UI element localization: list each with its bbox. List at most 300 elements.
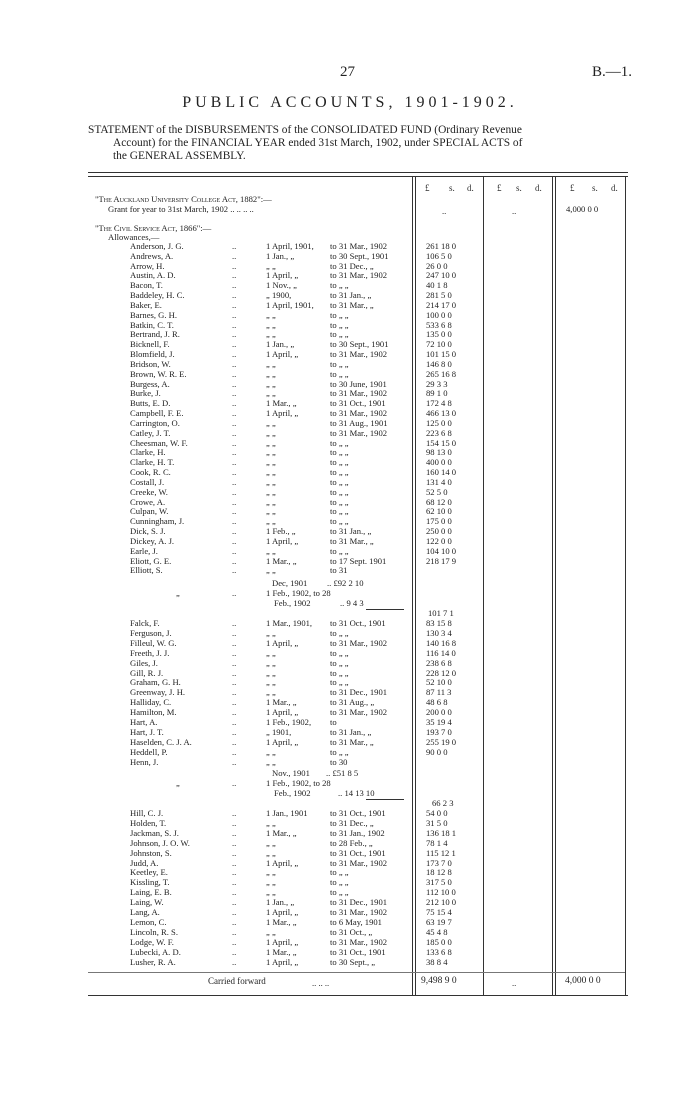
row-from-date: „ „ [266, 565, 276, 576]
detail-line: Feb., 1902 [274, 788, 311, 798]
row-dots: .. [232, 637, 237, 648]
row-to-date: to „ „ [330, 437, 349, 448]
row-name: Bicknell, F. [130, 339, 170, 350]
row-from-date: „ „ [266, 545, 276, 556]
row-from-date: „ „ [266, 887, 276, 898]
row-amount: 214 17 0 [426, 299, 457, 310]
row-amount: 104 10 0 [426, 545, 457, 556]
row-dots: .. [232, 837, 237, 848]
row-dots: .. [232, 857, 237, 868]
row-name: Graham, G. H. [130, 677, 181, 688]
row-to-date: to 28 Feb., „ [330, 837, 373, 848]
dots: .. [512, 206, 517, 216]
row-amount: 52 5 0 [426, 486, 448, 497]
row-amount: 54 0 0 [426, 808, 448, 818]
row-from-date: 1 Feb., „ [266, 526, 296, 537]
row-dots: .. [232, 241, 237, 251]
row-dots: .. [232, 736, 237, 747]
row-dots: .. [232, 427, 237, 438]
dots: .. [442, 206, 447, 216]
row-dots: .. [232, 717, 237, 727]
row-name: Judd, A. [130, 857, 159, 868]
row-name: Cook, R. C. [130, 467, 171, 478]
row-from-date: 1 Mar., „ [266, 916, 297, 927]
row-amount: 135 0 0 [426, 329, 452, 340]
row-to-date: to 6 May, 1901 [330, 916, 382, 927]
row-from-date: 1 April, „ [266, 707, 299, 718]
row-amount: 261 18 0 [426, 241, 457, 251]
row-to-date: to „ „ [330, 457, 349, 468]
row-dots: .. [232, 467, 237, 478]
row-from-date: „ „ [266, 329, 276, 340]
row-name: Lemon, C. [130, 916, 167, 927]
row-amount: 133 6 8 [426, 946, 452, 957]
statement-heading [88, 124, 628, 163]
row-to-date: to „ „ [330, 516, 349, 527]
row-from-date: 1 April, „ [266, 637, 299, 648]
carried-forward-col3: 4,000 0 0 [565, 976, 601, 986]
row-from-date: „ „ [266, 627, 276, 638]
detail-total: 101 7 1 [428, 608, 454, 618]
row-to-date: to „ „ [330, 647, 349, 658]
row-to-date: to 31 Mar., 1902 [330, 241, 388, 251]
row-from-date: „ „ [266, 746, 276, 757]
section-heading: "The Auckland University College Act, 1882":— [95, 194, 272, 204]
row-to-date: to „ „ [330, 329, 349, 340]
row-dots: .. [232, 476, 237, 487]
row-from-date: „ „ [266, 877, 276, 888]
ditto-mark: „ [176, 588, 180, 598]
row-amount: 75 15 4 [426, 907, 452, 917]
row-amount: 63 19 7 [426, 916, 452, 927]
row-from-date: „ „ [266, 427, 276, 438]
row-to-date: to 31 Mar., 1902 [330, 936, 388, 947]
row-name: Falck, F. [130, 618, 160, 628]
row-to-date: to 31 Jan., 1902 [330, 827, 385, 838]
row-to-date: to 30 June, 1901 [330, 378, 387, 389]
row-from-date: „ „ [266, 506, 276, 517]
row-name: Batkin, C. T. [130, 319, 174, 330]
row-from-date: „ „ [266, 378, 276, 389]
row-amount: 38 8 4 [426, 956, 448, 967]
row-to-date: to 31 Oct., 1901 [330, 618, 386, 628]
col2-pence: d. [535, 183, 542, 193]
row-dots: .. [232, 565, 237, 576]
row-from-date: „ „ [266, 667, 276, 678]
row-amount: 62 10 0 [426, 506, 452, 517]
row-to-date: to „ „ [330, 867, 349, 878]
row-to-date: to 30 Sept., „ [330, 956, 376, 967]
row-dots: .. [232, 677, 237, 688]
row-dots: .. [232, 657, 237, 668]
row-to-date: to 30 [330, 756, 348, 767]
row-to-date: to 31 Mar., 1902 [330, 408, 388, 419]
row-name: Lodge, W. F. [130, 936, 174, 947]
col3-shillings: s. [592, 183, 598, 193]
row-from-date: „ „ [266, 926, 276, 937]
row-from-date: „ „ [266, 817, 276, 828]
row-amount: 140 16 8 [426, 637, 457, 648]
row-dots: .. [232, 496, 237, 507]
row-name: Carrington, O. [130, 417, 180, 428]
row-name: Keetley, E. [130, 867, 168, 878]
row-dots: .. [232, 516, 237, 527]
row-name: Haselden, C. J. A. [130, 736, 192, 747]
row-to-date: to 31 Oct., „ [330, 926, 373, 937]
row-name: Catley, J. T. [130, 427, 171, 438]
row-dots: .. [232, 936, 237, 947]
row-name: Filleul, W. G. [130, 637, 177, 648]
row-name: Lincoln, R. S. [130, 926, 178, 937]
row-name: Hamilton, M. [130, 707, 177, 718]
row-name: Burgess, A. [130, 378, 170, 389]
row-amount: 247 10 0 [426, 270, 457, 281]
row-to-date: to „ „ [330, 657, 349, 668]
dots: .. .. .. [312, 978, 330, 988]
row-name: Holden, T. [130, 817, 167, 828]
row-from-date: 1 Jan., „ [266, 897, 295, 908]
row-from-date: 1 Mar., „ [266, 398, 297, 409]
row-to-date: to 30 Sept., 1901 [330, 339, 389, 350]
row-to-date: to 30 Sept., 1901 [330, 250, 389, 261]
dots: .. [232, 588, 237, 598]
row-amount: 106 5 0 [426, 250, 452, 261]
row-from-date: 1 Feb., 1902, [266, 717, 312, 727]
carried-forward-label: Carried forward [208, 976, 266, 986]
row-from-date: 1 April, „ [266, 907, 299, 917]
row-to-date: to 31 Mar., „ [330, 535, 374, 546]
row-dots: .. [232, 486, 237, 497]
row-amount: 48 6 8 [426, 697, 448, 708]
row-amount: 154 15 0 [426, 437, 457, 448]
row-dots: .. [232, 388, 237, 399]
row-amount: 125 0 0 [426, 417, 452, 428]
row-name: Greenway, J. H. [130, 687, 186, 698]
row-dots: .. [232, 907, 237, 917]
row-from-date: 1 Mar., „ [266, 697, 297, 708]
row-amount: 160 14 0 [426, 467, 457, 478]
row-dots: .. [232, 319, 237, 330]
row-dots: .. [232, 946, 237, 957]
row-from-date: 1 April, „ [266, 535, 299, 546]
row-amount: 98 13 0 [426, 447, 452, 458]
row-dots: .. [232, 309, 237, 320]
row-amount: 78 1 4 [426, 837, 448, 848]
row-dots: .. [232, 627, 237, 638]
row-from-date: 1 April, „ [266, 857, 299, 868]
row-from-date: „ 1901, [266, 726, 292, 737]
row-amount: 173 7 0 [426, 857, 452, 868]
row-dots: .. [232, 280, 237, 291]
row-to-date: to „ „ [330, 319, 349, 330]
row-amount: 533 6 8 [426, 319, 452, 330]
row-name: Johnston, S. [130, 847, 172, 858]
row-name: Baker, E. [130, 299, 162, 310]
row-amount: 193 7 0 [426, 726, 452, 737]
row-name: Laing, E. B. [130, 887, 172, 898]
row-name: Johnson, J. O. W. [130, 837, 190, 848]
dots: .. [512, 978, 517, 988]
row-to-date: to 31 Mar., „ [330, 299, 374, 310]
row-name: Bertrand, J. R. [130, 329, 180, 340]
row-name: Cunningham, J. [130, 516, 185, 527]
row-name: Henn, J. [130, 756, 159, 767]
row-name: Eliott, G. E. [130, 555, 172, 566]
row-dots: .. [232, 290, 237, 301]
row-dots: .. [232, 687, 237, 698]
page-number: 27 [340, 64, 355, 80]
row-dots: .. [232, 956, 237, 967]
row-name: Jackman, S. J. [130, 827, 179, 838]
row-dots: .. [232, 697, 237, 708]
row-dots: .. [232, 408, 237, 419]
row-to-date: to „ „ [330, 667, 349, 678]
row-to-date: to 31 Dec., 1901 [330, 897, 388, 908]
statement-line: STATEMENT of the DISBURSEMENTS of the CONSOLIDATED FUND (Ordinary Revenue [88, 124, 522, 136]
row-amount: 100 0 0 [426, 309, 452, 320]
row-amount: 250 0 0 [426, 526, 452, 537]
row-name: Blomfield, J. [130, 349, 175, 360]
row-to-date: to 31 Dec., „ [330, 260, 374, 271]
row-amount: 265 16 8 [426, 368, 457, 379]
row-dots: .. [232, 398, 237, 409]
row-to-date: to „ „ [330, 447, 349, 458]
row-amount: 40 1 8 [426, 280, 448, 291]
row-name: Dickey, A. J. [130, 535, 175, 546]
row-name: Bacon, T. [130, 280, 163, 291]
row-from-date: „ „ [266, 516, 276, 527]
row-amount: 218 17 9 [426, 555, 457, 566]
col2-pounds: £ [497, 183, 502, 193]
row-dots: .. [232, 877, 237, 888]
row-from-date: „ 1900, [266, 290, 292, 301]
row-dots: .. [232, 555, 237, 566]
row-amount: 72 10 0 [426, 339, 452, 350]
row-name: Crowe, A. [130, 496, 166, 507]
row-dots: .. [232, 270, 237, 281]
col1-shillings: s. [449, 183, 455, 193]
row-name: Clarke, H. T. [130, 457, 175, 468]
row-to-date: to 31 Mar., 1902 [330, 270, 388, 281]
col1-pounds: £ [425, 183, 430, 193]
row-from-date: „ „ [266, 368, 276, 379]
row-to-date: to 31 Aug., 1901 [330, 417, 388, 428]
detail-amount: .. 14 13 10 [338, 788, 375, 798]
row-from-date: „ „ [266, 687, 276, 698]
row-from-date: „ „ [266, 388, 276, 399]
row-name: Kissling, T. [130, 877, 170, 888]
row-name: Costall, J. [130, 476, 165, 487]
row-from-date: „ „ [266, 319, 276, 330]
statement-line: Account) for the FINANCIAL YEAR ended 31st March, 1902, under SPECIAL ACTS of [113, 137, 523, 149]
row-dots: .. [232, 250, 237, 261]
row-amount: 115 12 1 [426, 847, 456, 858]
detail-amount: .. £51 8 5 [326, 768, 359, 778]
row-dots: .. [232, 667, 237, 678]
row-amount: 175 0 0 [426, 516, 452, 527]
section-subheading: Allowances,— [108, 232, 160, 242]
row-dots: .. [232, 926, 237, 937]
row-to-date: to 31 [330, 565, 348, 576]
row-amount: 223 6 8 [426, 427, 452, 438]
row-dots: .. [232, 827, 237, 838]
row-name: Cheesman, W. F. [130, 437, 188, 448]
row-from-date: 1 April, „ [266, 936, 299, 947]
row-amount: 185 0 0 [426, 936, 452, 947]
row-dots: .. [232, 867, 237, 878]
row-from-date: „ „ [266, 447, 276, 458]
row-to-date: to „ „ [330, 358, 349, 369]
row-from-date: „ „ [266, 476, 276, 487]
row-amount: 31 5 0 [426, 817, 448, 828]
col3-pounds: £ [570, 183, 575, 193]
row-dots: .. [232, 817, 237, 828]
row-name: Hill, C. J. [130, 808, 164, 818]
row-from-date: 1 Jan., „ [266, 339, 295, 350]
row-amount: 90 0 0 [426, 746, 448, 757]
row-dots: .. [232, 329, 237, 340]
row-dots: .. [232, 378, 237, 389]
row-from-date: 1 Mar., „ [266, 827, 297, 838]
row-from-date: „ „ [266, 260, 276, 271]
row-amount: 131 4 0 [426, 476, 452, 487]
row-name: Baddeley, H. C. [130, 290, 185, 301]
row-from-date: „ „ [266, 657, 276, 668]
row-to-date: to 31 Dec., 1901 [330, 687, 388, 698]
row-to-date: to 31 Aug., „ [330, 697, 375, 708]
row-to-date: to 31 Jan., „ [330, 726, 372, 737]
detail-line: 1 Feb., 1902, to 28 [266, 778, 331, 788]
row-from-date: 1 April, „ [266, 956, 299, 967]
row-dots: .. [232, 339, 237, 350]
row-amount: 212 10 0 [426, 897, 457, 908]
row-to-date: to 31 Jan., „ [330, 526, 372, 537]
row-dots: .. [232, 447, 237, 458]
row-to-date: to 17 Sept. 1901 [330, 555, 387, 566]
row-from-date: 1 Mar., 1901, [266, 618, 313, 628]
row-amount: 116 14 0 [426, 647, 456, 658]
row-dots: .. [232, 526, 237, 537]
row-dots: .. [232, 756, 237, 767]
row-amount: 255 19 0 [426, 736, 457, 747]
row-amount: 45 4 8 [426, 926, 448, 937]
row-from-date: 1 Mar., „ [266, 555, 297, 566]
row-dots: .. [232, 437, 237, 448]
row-dots: .. [232, 506, 237, 517]
row-from-date: 1 Jan., „ [266, 250, 295, 261]
statement-line: the GENERAL ASSEMBLY. [113, 150, 246, 162]
page-title: PUBLIC ACCOUNTS, 1901-1902. [182, 94, 518, 111]
row-to-date: to „ „ [330, 877, 349, 888]
row-from-date: 1 April, 1901, [266, 299, 314, 310]
row-name: Elliott, S. [130, 565, 163, 576]
row-to-date: to „ „ [330, 746, 349, 757]
row-amount: 281 5 0 [426, 290, 452, 301]
row-to-date: to 31 Mar., 1902 [330, 349, 388, 360]
row-to-date: to „ „ [330, 280, 349, 291]
row-amount: 172 4 8 [426, 398, 452, 409]
row-from-date: 1 Mar., „ [266, 946, 297, 957]
detail-amount: .. 9 4 3 [340, 598, 364, 608]
row-name: Culpan, W. [130, 506, 169, 517]
row-dots: .. [232, 897, 237, 908]
row-to-date: to 31 Mar., 1902 [330, 707, 388, 718]
row-amount: 466 13 0 [426, 408, 457, 419]
row-to-date: to 31 Mar., 1902 [330, 427, 388, 438]
row-to-date: to „ „ [330, 309, 349, 320]
row-to-date: to „ „ [330, 545, 349, 556]
row-from-date: „ „ [266, 837, 276, 848]
row-name: Giles, J. [130, 657, 158, 668]
row-from-date: 1 Nov., „ [266, 280, 297, 291]
row-dots: .. [232, 299, 237, 310]
row-to-date: to 31 Jan., „ [330, 290, 372, 301]
row-amount: 26 0 0 [426, 260, 448, 271]
row-amount: 68 12 0 [426, 496, 452, 507]
row-to-date: to 31 Oct., 1901 [330, 398, 386, 409]
row-from-date: 1 Jan., 1901 [266, 808, 308, 818]
row-to-date: to [330, 717, 337, 727]
row-to-date: to 31 Mar., 1902 [330, 857, 388, 868]
col2-shillings: s. [516, 183, 522, 193]
row-to-date: to 31 Oct., 1901 [330, 808, 386, 818]
detail-line: Feb., 1902 [274, 598, 311, 608]
row-amount: 130 3 4 [426, 627, 452, 638]
row-amount: 112 10 0 [426, 887, 456, 898]
row-dots: .. [232, 358, 237, 369]
row-from-date: 1 April, 1901, [266, 241, 314, 251]
row-to-date: to „ „ [330, 887, 349, 898]
row-name: Austin, A. D. [130, 270, 176, 281]
row-name: Creeke, W. [130, 486, 168, 497]
row-to-date: to „ „ [330, 506, 349, 517]
row-dots: .. [232, 417, 237, 428]
row-amount: 87 11 3 [426, 687, 452, 698]
ditto-mark: „ [176, 778, 180, 788]
section-heading: "The Civil Service Act, 1866":— [95, 223, 212, 233]
row-amount: 29 3 3 [426, 378, 448, 389]
grant-line: Grant for year to 31st March, 1902 .. .. .. .. [108, 204, 254, 214]
row-name: Lusher, R. A. [130, 956, 176, 967]
row-name: Lubecki, A. D. [130, 946, 181, 957]
row-dots: .. [232, 726, 237, 737]
row-from-date: „ „ [266, 496, 276, 507]
row-amount: 122 0 0 [426, 535, 452, 546]
row-dots: .. [232, 847, 237, 858]
row-amount: 317 5 0 [426, 877, 452, 888]
row-amount: 89 1 0 [426, 388, 448, 399]
row-name: Freeth, J. J. [130, 647, 170, 658]
row-name: Burke, J. [130, 388, 161, 399]
row-to-date: to „ „ [330, 627, 349, 638]
row-amount: 136 18 1 [426, 827, 457, 838]
row-dots: .. [232, 887, 237, 898]
row-name: Gill, R. J. [130, 667, 164, 678]
row-name: Hart, A. [130, 717, 158, 727]
row-from-date: „ „ [266, 677, 276, 688]
row-dots: .. [232, 808, 237, 818]
row-to-date: to 31 Mar., 1902 [330, 907, 388, 917]
row-amount: 18 12 8 [426, 867, 452, 878]
row-name: Heddell, P. [130, 746, 168, 757]
dots: .. [232, 778, 237, 788]
row-to-date: to 31 Dec., „ [330, 817, 374, 828]
row-from-date: „ „ [266, 309, 276, 320]
row-from-date: „ „ [266, 437, 276, 448]
row-from-date: „ „ [266, 647, 276, 658]
row-name: Arrow, H. [130, 260, 165, 271]
row-from-date: „ „ [266, 486, 276, 497]
